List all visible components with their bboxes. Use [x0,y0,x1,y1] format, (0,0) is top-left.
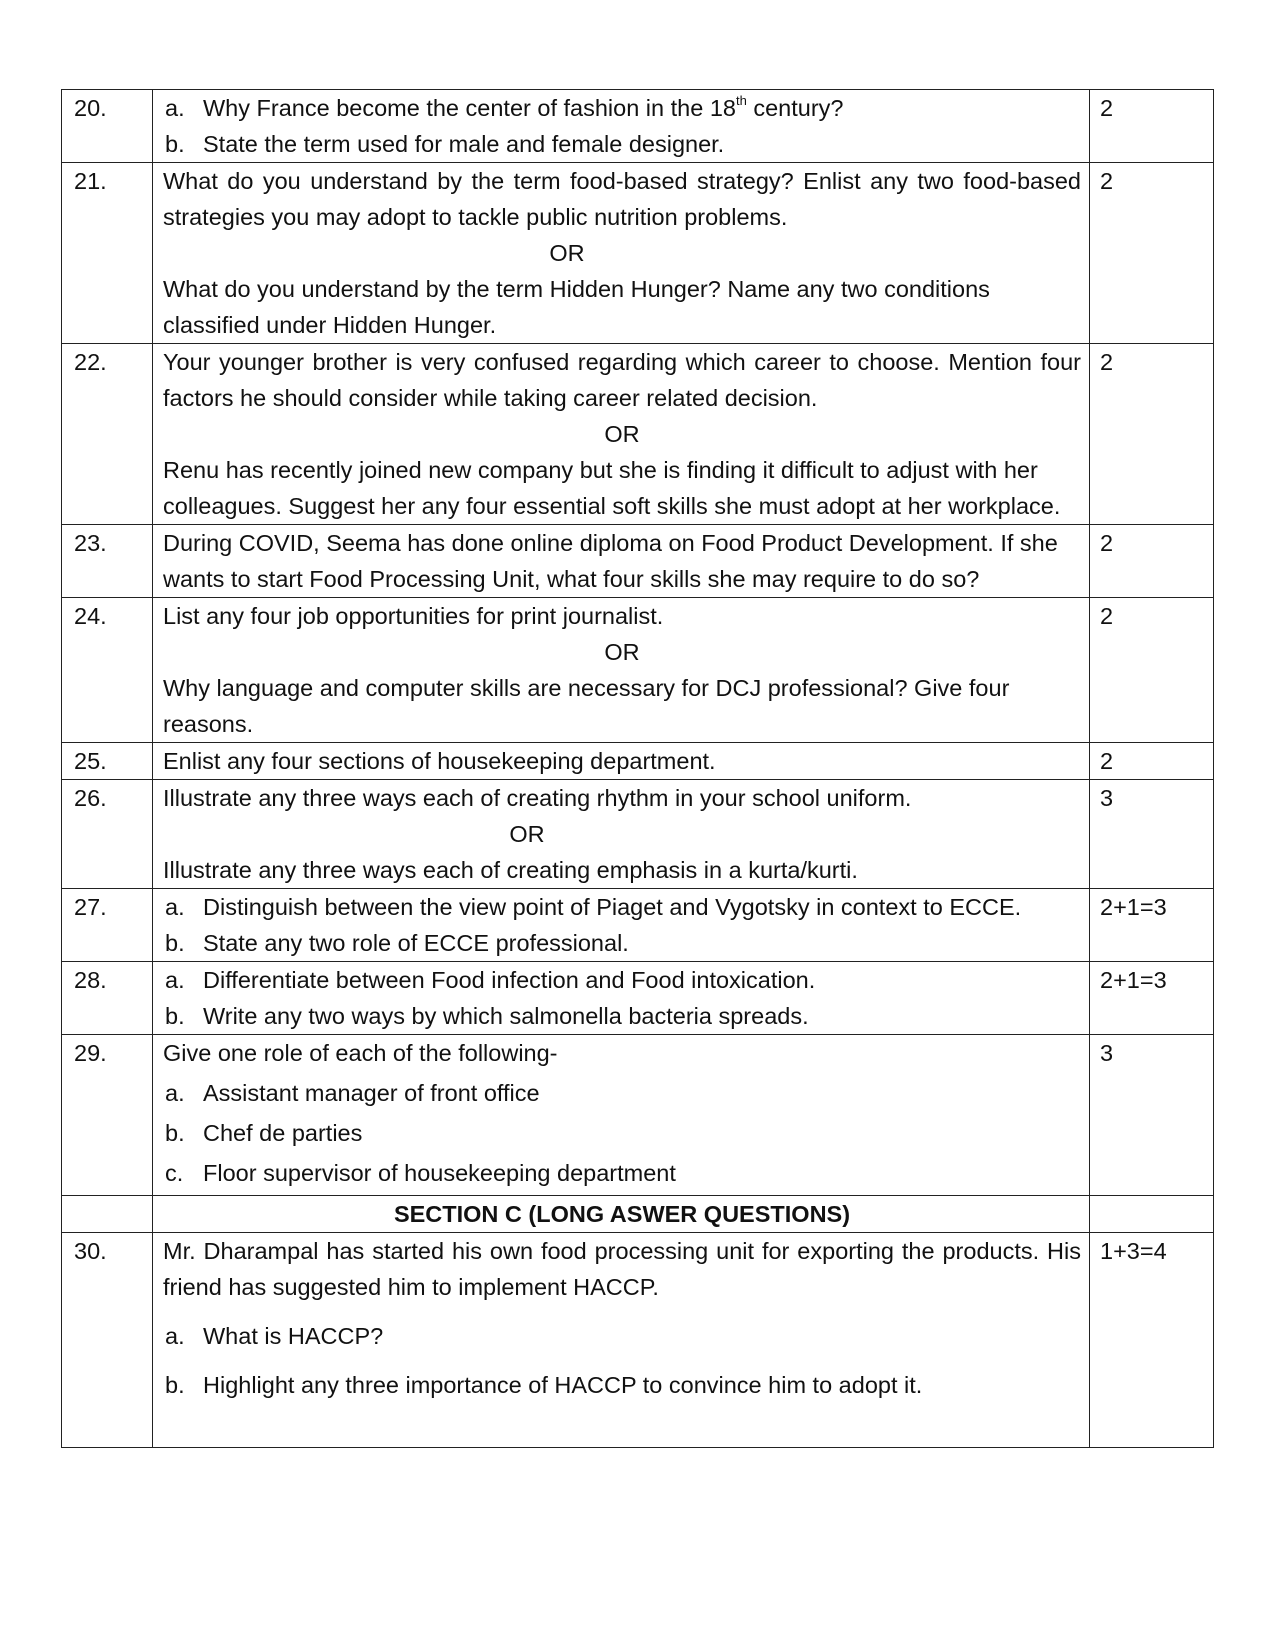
question-text [153,1233,1090,1448]
question-number: 27. [62,889,153,962]
question-row-24 [62,598,1214,743]
question-part: During COVID, Seema has done online diploma on Food Product Development. If she wants to start Food Processing Unit, what four skills she may require to do so? [163,530,1058,592]
sub-text [203,90,1081,126]
question-part: What do you understand by the term food-based strategy? Enlist any two food-based strategies you may adopt to tackle public nutrition problems. [163,168,1081,230]
question-number: 29. [62,1035,153,1196]
sub-text: State the term used for male and female designer. [203,131,725,157]
question-text [153,1035,1090,1196]
marks: 1+3=4 [1090,1233,1214,1448]
question-alternative: What do you understand by the term Hidden Hunger? Name any two conditions classified under Hidden Hunger. [163,276,990,338]
sub-label: b. [165,1003,185,1029]
sub-label: b. [165,1372,185,1398]
question-row-26 [62,780,1214,889]
sub-label: a. [165,967,185,993]
question-number: 30. [62,1233,153,1448]
question-number: 21. [62,163,153,344]
question-text [153,889,1090,962]
or-divider: OR [549,240,585,266]
sub-label: a. [165,1080,185,1106]
question-text [153,525,1090,598]
question-table [61,89,1214,1448]
question-alternative: Why language and computer skills are necessary for DCJ professional? Give four reasons. [163,675,1010,737]
text-part: century? [746,95,844,121]
question-text [153,90,1090,163]
marks: 2 [1090,743,1214,780]
sub-text: Chef de parties [203,1120,363,1146]
sub-text: Assistant manager of front office [203,1080,540,1106]
empty-cell [1090,1196,1214,1233]
question-part: List any four job opportunities for print journalist. [163,603,664,629]
sub-label: c. [165,1160,184,1186]
question-text [153,962,1090,1035]
sub-question-a [163,889,1081,925]
question-number: 20. [62,90,153,163]
sub-text: Distinguish between the view point of Piaget and Vygotsky in context to ECCE. [203,894,1022,920]
question-row-25 [62,743,1214,780]
sub-question-b [163,925,1081,961]
sub-text: Differentiate between Food infection and Food intoxication. [203,967,816,993]
question-row-20 [62,90,1214,163]
question-row-30 [62,1233,1214,1448]
or-divider: OR [509,821,545,847]
marks: 2 [1090,163,1214,344]
question-part: Give one role of each of the following- [163,1040,558,1066]
empty-cell [62,1196,153,1233]
question-row-27 [62,889,1214,962]
question-number: 25. [62,743,153,780]
superscript: th [735,93,747,108]
question-text [153,344,1090,525]
marks: 2 [1090,525,1214,598]
sub-question-a [163,1075,1081,1111]
sub-label: b. [165,930,185,956]
marks: 3 [1090,780,1214,889]
marks: 2+1=3 [1090,889,1214,962]
sub-question-b [163,1115,1081,1151]
question-number: 28. [62,962,153,1035]
text-part: Why France become the center of fashion in the 18 [203,95,736,121]
sub-question-a [163,1318,1081,1354]
sub-question-a [163,962,1081,998]
question-row-23 [62,525,1214,598]
sub-question-b [163,998,1081,1034]
sub-question-b [163,126,1081,162]
sub-label: a. [165,1323,185,1349]
question-alternative: Illustrate any three ways each of creating emphasis in a kurta/kurti. [163,857,858,883]
question-text [153,598,1090,743]
question-number: 22. [62,344,153,525]
marks: 2+1=3 [1090,962,1214,1035]
marks: 3 [1090,1035,1214,1196]
question-number: 26. [62,780,153,889]
question-part: Illustrate any three ways each of creating rhythm in your school uniform. [163,785,912,811]
sub-text: Highlight any three importance of HACCP to convince him to adopt it. [203,1372,923,1398]
marks: 2 [1090,344,1214,525]
question-alternative: Renu has recently joined new company but she is finding it difficult to adjust with her colleagues. Suggest her any four essential soft skills she must adopt at her workplace. [163,457,1061,519]
question-text: Enlist any four sections of housekeeping department. [153,743,1090,780]
sub-label: a. [165,894,185,920]
sub-question-b [163,1367,1081,1403]
sub-label: b. [165,1120,185,1146]
question-row-29 [62,1035,1214,1196]
question-part: Mr. Dharampal has started his own food processing unit for exporting the products. His friend has suggested him to implement HACCP. [163,1238,1081,1300]
marks: 2 [1090,90,1214,163]
question-text [153,780,1090,889]
section-heading: SECTION C (LONG ASWER QUESTIONS) [153,1196,1090,1233]
question-row-21 [62,163,1214,344]
or-divider: OR [604,421,640,447]
question-part: Your younger brother is very confused regarding which career to choose. Mention four factors he should consider while taking career related decision. [163,349,1081,411]
section-heading-row [62,1196,1214,1233]
question-number: 24. [62,598,153,743]
question-number: 23. [62,525,153,598]
or-divider: OR [604,639,640,665]
sub-question-a [163,90,1081,126]
sub-question-c [163,1155,1081,1191]
sub-text: State any two role of ECCE professional. [203,930,629,956]
question-row-22 [62,344,1214,525]
question-row-28 [62,962,1214,1035]
sub-label: b. [165,131,185,157]
sub-label: a. [165,95,185,121]
sub-text: Floor supervisor of housekeeping department [203,1160,676,1186]
question-text [153,163,1090,344]
marks: 2 [1090,598,1214,743]
sub-text: Write any two ways by which salmonella bacteria spreads. [203,1003,809,1029]
sub-text: What is HACCP? [203,1323,384,1349]
